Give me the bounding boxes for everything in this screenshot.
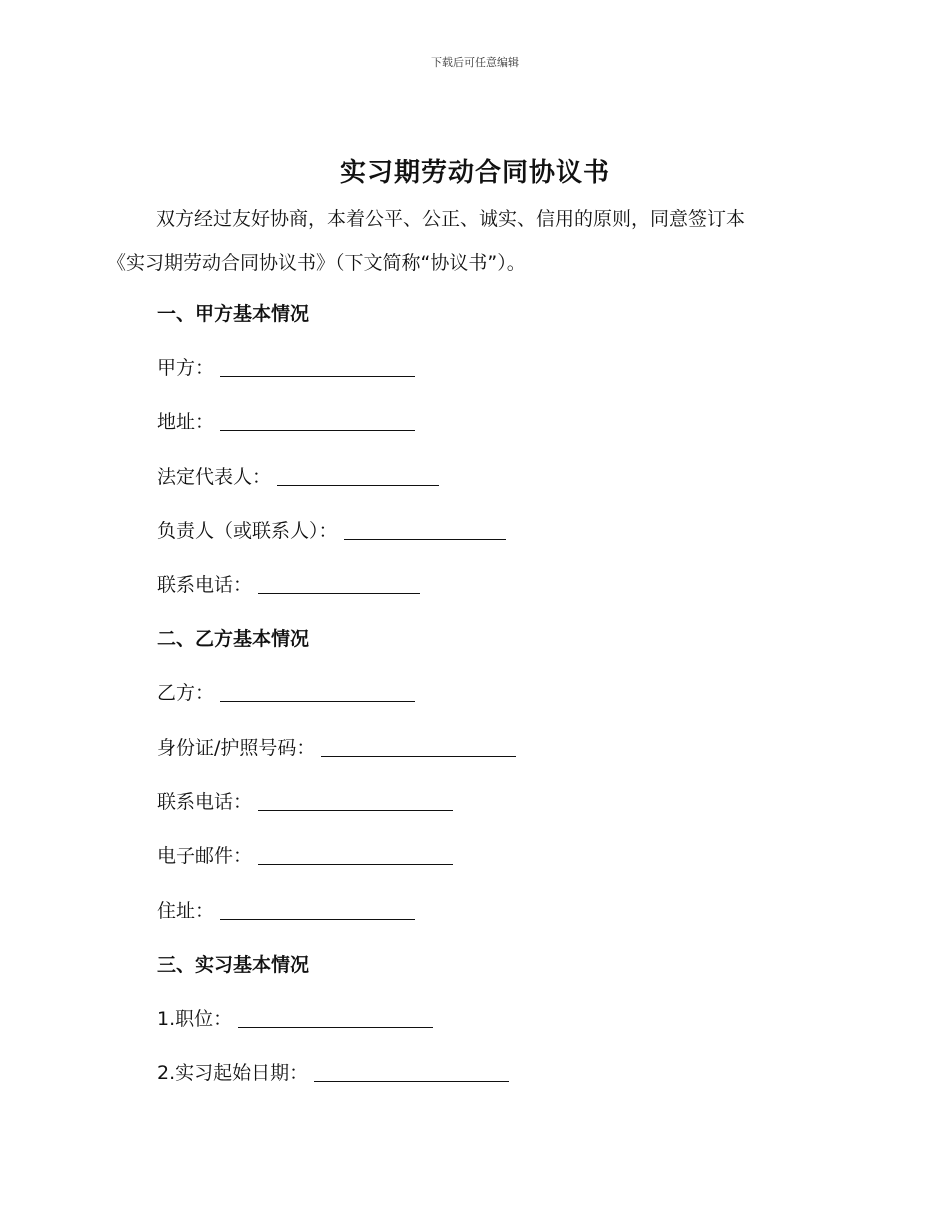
field-label: 身份证/护照号码： [157, 737, 316, 759]
field-legal-representative [157, 462, 439, 489]
field-label: 1.职位： [157, 1008, 233, 1030]
fill-in-blank[interactable] [344, 523, 506, 540]
field-contact-person [157, 516, 506, 543]
section-heading-party-a: 一、甲方基本情况 [157, 303, 310, 325]
fill-in-blank[interactable] [238, 1011, 433, 1028]
fill-in-blank[interactable] [220, 360, 415, 377]
field-label: 乙方： [157, 682, 215, 704]
field-label: 联系电话： [157, 574, 253, 596]
fill-in-blank[interactable] [277, 469, 439, 486]
field-label: 联系电话： [157, 791, 253, 813]
fill-in-blank[interactable] [220, 903, 415, 920]
section-heading-internship: 三、实习基本情况 [157, 954, 310, 976]
fill-in-blank[interactable] [258, 848, 453, 865]
fill-in-blank[interactable] [220, 414, 415, 431]
field-label: 负责人（或联系人）： [157, 520, 338, 542]
fill-in-blank[interactable] [220, 685, 415, 702]
field-party-a-address [157, 407, 415, 434]
field-label: 住址： [157, 900, 215, 922]
section-heading-party-b: 二、乙方基本情况 [157, 628, 310, 650]
field-start-date [157, 1058, 509, 1085]
field-position [157, 1004, 433, 1031]
field-party-b-phone [157, 787, 453, 814]
field-label: 法定代表人： [157, 466, 272, 488]
field-label: 电子邮件： [157, 845, 253, 867]
field-label: 地址： [157, 411, 215, 433]
field-residence [157, 896, 415, 923]
fill-in-blank[interactable] [258, 577, 420, 594]
field-party-b-name [157, 678, 415, 705]
field-label: 甲方： [157, 357, 215, 379]
fill-in-blank[interactable] [321, 740, 516, 757]
field-label: 2.实习起始日期： [157, 1062, 309, 1084]
field-email [157, 841, 453, 868]
document-title: 实习期劳动合同协议书 [339, 158, 610, 188]
intro-paragraph [107, 197, 838, 285]
header-note: 下载后可任意编辑 [431, 56, 519, 69]
field-party-a-phone [157, 570, 420, 597]
field-id-passport [157, 733, 516, 760]
fill-in-blank[interactable] [258, 794, 453, 811]
intro-line-2: 《实习期劳动合同协议书》（下文简称“协议书”）。 [107, 252, 526, 274]
fill-in-blank[interactable] [314, 1065, 509, 1082]
intro-line-1: 双方经过友好协商，本着公平、公正、诚实、信用的原则，同意签订本 [156, 208, 746, 230]
field-party-a-name [157, 353, 415, 380]
